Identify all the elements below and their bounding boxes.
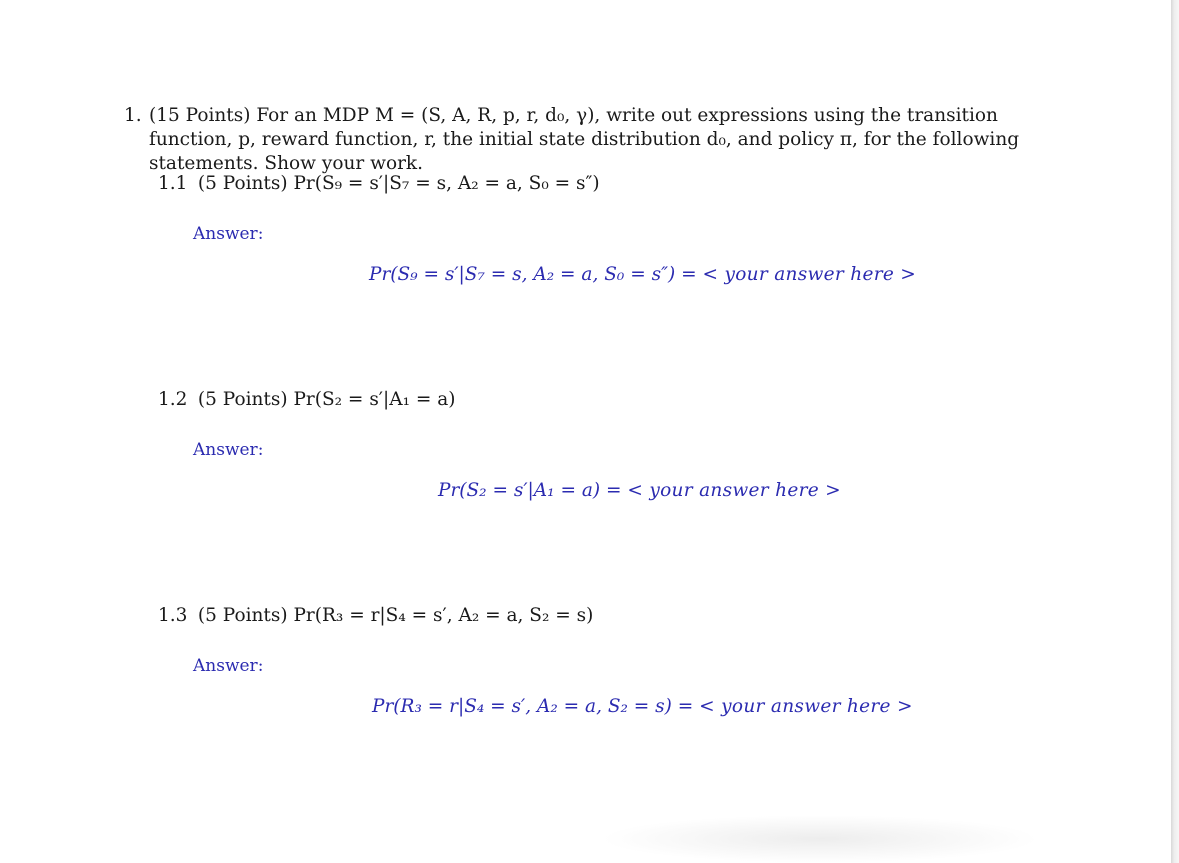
answer-label: Answer: [193,440,264,460]
subproblem-text: (5 Points) Pr(S₉ = s′|S₇ = s, A₂ = a, S₀ = s″) [197,173,600,194]
answer-label: Answer: [193,224,264,244]
problem-number: 1. [124,105,142,126]
subproblem-number: 1.2 [158,389,188,410]
page-edge [1171,0,1179,863]
subproblem-1-2 [158,388,456,412]
answer-placeholder[interactable]: < your answer here > [627,480,841,501]
answer-placeholder[interactable]: < your answer here > [702,264,917,285]
subproblem-text: (5 Points) Pr(R₃ = r|S₄ = s′, A₂ = a, S₂ = s) [197,605,594,626]
answer-line-1-3[interactable] [372,696,913,717]
subproblem-text: (5 Points) Pr(S₂ = s′|A₁ = a) [197,389,456,410]
problem-statement: (15 Points) For an MDP M = (S, A, R, p, r, d₀, γ), write out expressions using the transition function, p, reward function, r, the initial state distribution d₀, and policy π, for the following statements. Show your work. [149,105,1020,174]
answer-expression: Pr(S₂ = s′|A₁ = a) = [438,480,622,501]
page-shadow [600,815,1040,863]
answer-placeholder[interactable]: < your answer here > [699,696,913,717]
answer-line-1-2[interactable] [438,480,841,501]
subproblem-number: 1.3 [158,605,188,626]
answer-expression: Pr(R₃ = r|S₄ = s′, A₂ = a, S₂ = s) = [372,696,694,717]
answer-label: Answer: [193,656,264,676]
answer-expression: Pr(S₉ = s′|S₇ = s, A₂ = a, S₀ = s″) = [369,264,697,285]
subproblem-1-3 [158,604,593,628]
subproblem-number: 1.1 [158,173,188,194]
subproblem-1-1 [158,172,600,196]
answer-line-1-1[interactable] [369,264,916,285]
problem-1 [124,104,1074,176]
